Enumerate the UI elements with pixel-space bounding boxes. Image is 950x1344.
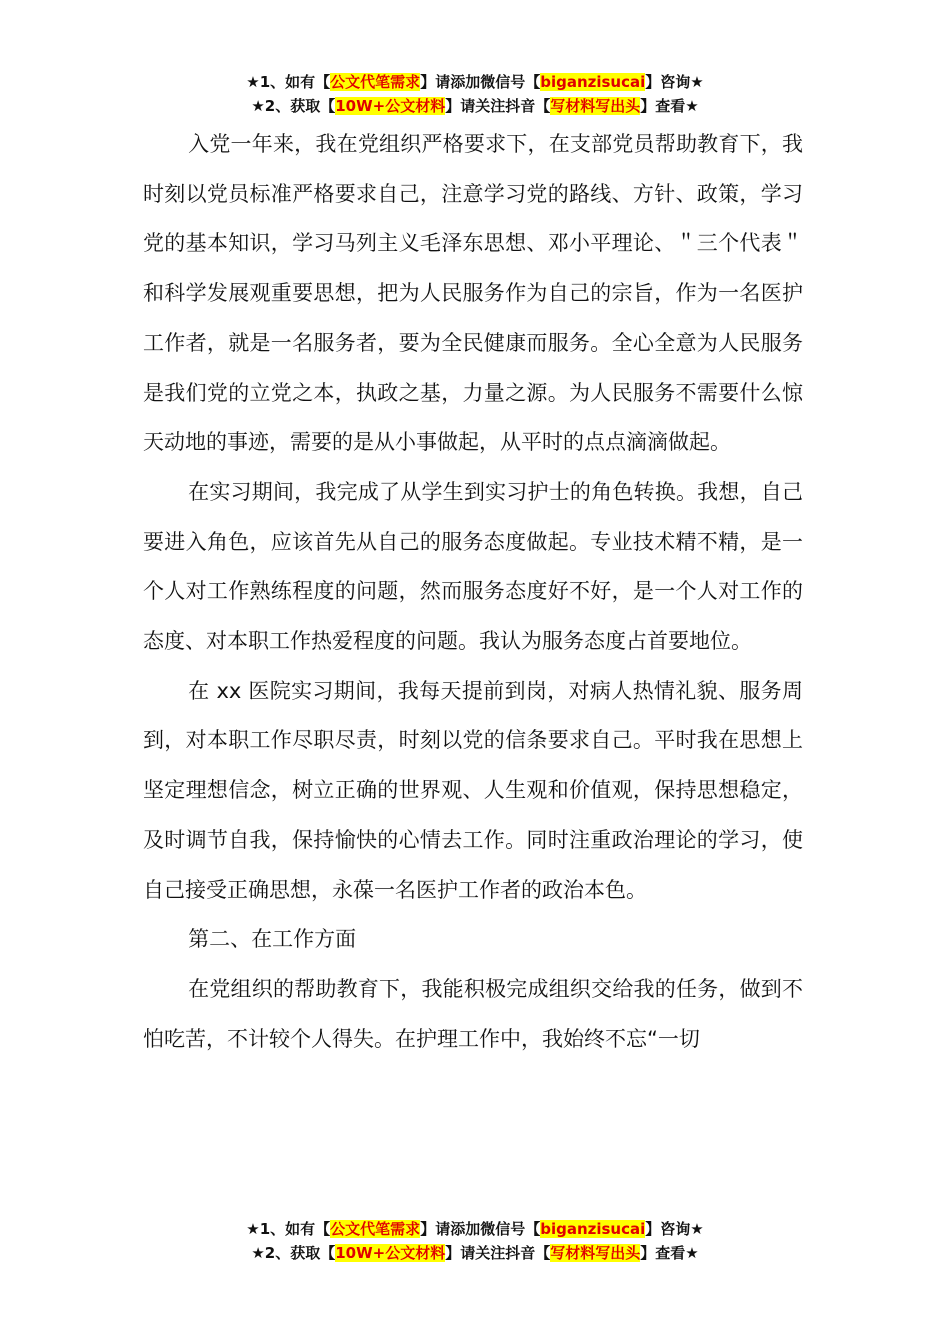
section-heading: 第二、在工作方面 (188, 927, 357, 952)
banner-line-1 (0, 1217, 950, 1241)
banner-line-1 (0, 70, 950, 94)
banner-text: 】请添加微信号【 (420, 73, 541, 91)
banner-line-2 (0, 1241, 950, 1265)
banner-highlight: 公文代笔需求 (330, 1220, 421, 1238)
banner-text: 】请添加微信号【 (420, 1220, 541, 1238)
document-body (143, 120, 803, 1064)
banner-highlight: 写材料写出头 (550, 1244, 641, 1262)
paragraph: 在 xx 医院实习期间，我每天提前到岗，对病人热情礼貌、服务周到，对本职工作尽职尽责，时刻以党的信条要求自己。平时我在思想上坚定理想信念，树立正确的世界观、人生观和价值观，保持思想稳定，及时调节自我，保持愉快的心情去工作。同时注重政治理论的学习，使自己接受正确思想，永葆一名医护工作者的政治本色。 (143, 678, 803, 902)
paragraph: 在党组织的帮助教育下，我能积极完成组织交给我的任务，做到不怕吃苦，不计较个人得失。在护理工作中，我始终不忘“一切 (143, 976, 803, 1051)
banner-line-2 (0, 94, 950, 118)
banner-text: ★2、获取【 (251, 1244, 336, 1262)
banner-highlight: biganzisucai (540, 73, 646, 91)
banner-text: ★2、获取【 (251, 97, 336, 115)
banner-highlight: 10W+公文材料 (335, 97, 446, 115)
footer-banner (0, 1217, 950, 1265)
banner-highlight: 写材料写出头 (550, 97, 641, 115)
banner-text: 】咨询★ (645, 73, 704, 91)
banner-text: 】咨询★ (645, 1220, 704, 1238)
banner-text: ★1、如有【 (246, 1220, 331, 1238)
banner-text: 】查看★ (640, 1244, 699, 1262)
paragraph: 入党一年来，我在党组织严格要求下，在支部党员帮助教育下，我时刻以党员标准严格要求自己，注意学习党的路线、方针、政策，学习党的基本知识，学习马列主义毛泽东思想、邓小平理论、＂三个代表＂和科学发展观重要思想，把为人民服务作为自己的宗旨，作为一名医护工作者，就是一名服务者，要为全民健康而服务。全心全意为人民服务是我们党的立党之本，执政之基，力量之源。为人民服务不需要什么惊天动地的事迹，需要的是从小事做起，从平时的点点滴滴做起。 (143, 132, 803, 455)
banner-text: 】查看★ (640, 97, 699, 115)
paragraph: 在实习期间，我完成了从学生到实习护士的角色转换。我想，自己要进入角色，应该首先从自己的服务态度做起。专业技术精不精，是一个人对工作熟练程度的问题，然而服务态度好不好，是一个人对工作的态度、对本职工作热爱程度的问题。我认为服务态度占首要地位。 (143, 479, 803, 654)
header-banner (0, 70, 950, 118)
banner-text: 】请关注抖音【 (445, 97, 551, 115)
banner-highlight: 10W+公文材料 (335, 1244, 446, 1262)
banner-highlight: biganzisucai (540, 1220, 646, 1238)
banner-highlight: 公文代笔需求 (330, 73, 421, 91)
banner-text: ★1、如有【 (246, 73, 331, 91)
banner-text: 】请关注抖音【 (445, 1244, 551, 1262)
